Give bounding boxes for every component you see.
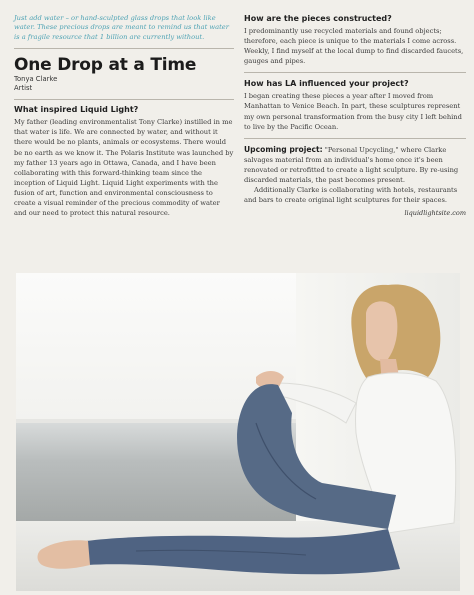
artist-photo xyxy=(16,273,460,591)
divider xyxy=(14,48,234,49)
left-column xyxy=(14,14,234,218)
intro-text: Just add water – or hand-sculpted glass drops that look like water. These precious drops are meant to remind us that water is a fragile resource that 1 billion are currently without. xyxy=(14,14,229,41)
upcoming-text-2: Additionally Clarke is collaborating with hotels, restaurants and bars to create original light sculptures for their spaces. xyxy=(244,186,458,205)
answer-inspired: My father (leading environmentalist Tony Clarke) instilled in me that water is life. We are connected by water, and without it there would be no plants, animals or ecosystems. There would be no earth as we know it. The Polaris Institute was launched by my father 13 years ago in Ottawa, Canada, and I have been collaborating with this forward-thinking team since the inception of Liquid Light. Liquid Light experiments with the fusion of art, function and environmental consciousness to create a visual reminder of the precious commodity of water and our need to protect this natural resource. xyxy=(14,118,234,218)
upcoming-text: "Personal Upcycling," where Clarke salvages material from an individual's home once it's been renovated or retrofitted to create a light sculpture. By re-using discarded materials, the past becomes present. xyxy=(244,145,459,185)
divider xyxy=(244,72,466,73)
woman-figure-illustration xyxy=(16,273,460,591)
upcoming-heading: Upcoming project: xyxy=(244,144,323,154)
author-name: Tonya Clarke xyxy=(14,75,58,84)
answer-constructed: I predominantly use recycled materials and found objects; therefore, each piece is unique to the materials I come across. Weekly, I find myself at the local dump to find discarded faucets, gauges and pipes. xyxy=(244,27,464,66)
question-heading-influenced: How has LA influenced your project? xyxy=(244,79,409,89)
answer-influenced: I began creating these pieces a year after I moved from Manhattan to Venice Beach. In part, these sculptures represent my own personal transformation from the busy city I left behind to live by the Pacific Ocean. xyxy=(244,92,462,131)
upcoming-project xyxy=(244,145,466,185)
divider xyxy=(14,99,234,100)
right-column xyxy=(244,14,466,217)
website-link[interactable]: liquidlightsite.com xyxy=(404,209,466,218)
question-heading-inspired: What inspired Liquid Light? xyxy=(14,105,139,115)
question-heading-constructed: How are the pieces constructed? xyxy=(244,14,392,23)
author-role: Artist xyxy=(14,84,33,93)
divider xyxy=(244,138,466,139)
article-title: One Drop at a Time xyxy=(14,55,197,76)
